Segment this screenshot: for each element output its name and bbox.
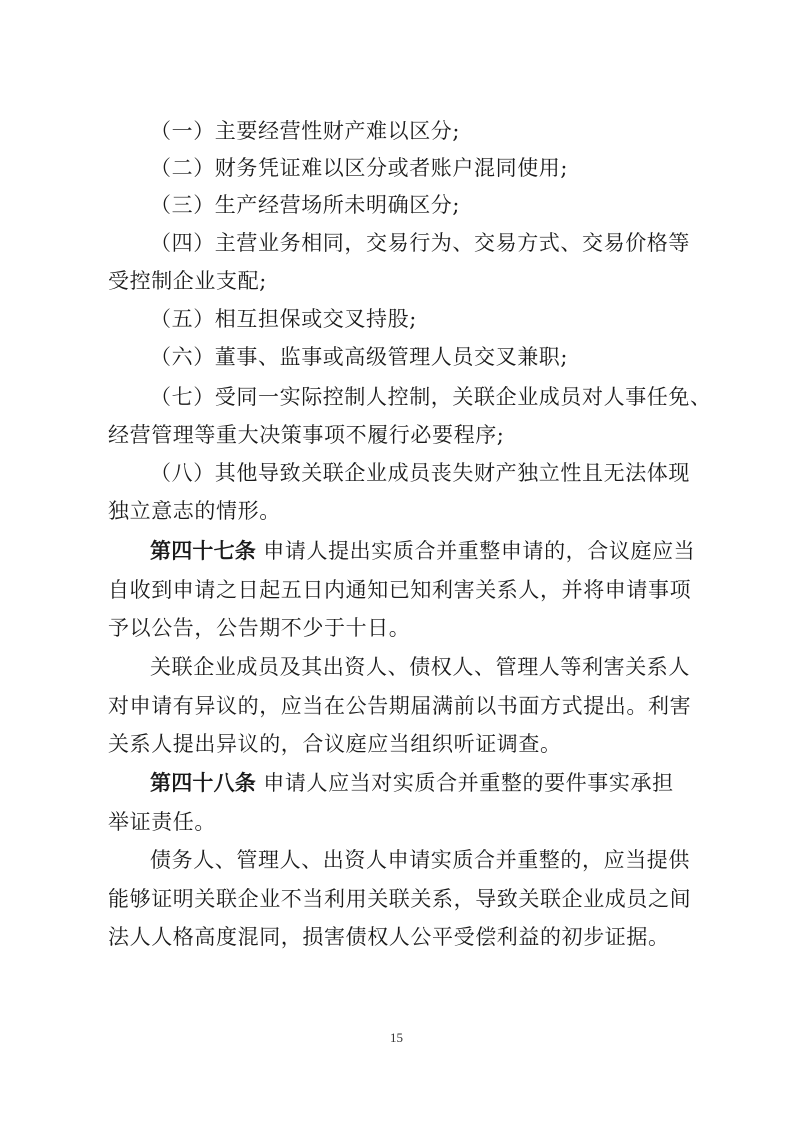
article-48-line-2: 举证责任。: [108, 810, 216, 834]
list-item-4-line-1: （四）主营业务相同，交易行为、交易方式、交易价格等: [150, 231, 690, 255]
article-47-line-3: 予以公告，公告期不少于十日。: [108, 616, 411, 640]
article-48-para2-line-2: 能够证明关联企业不当利用关联关系，导致关联企业成员之间: [108, 887, 692, 911]
list-item-3: （三）生产经营场所未明确区分;: [150, 193, 461, 217]
article-47-line-1: [150, 536, 698, 566]
article-47-text-1: 申请人提出实质合并重整申请的，合议庭应当: [263, 539, 696, 563]
list-item-8-line-1: （八）其他导致关联企业成员丧失财产独立性且无法体现: [150, 461, 690, 485]
article-48-para2-line-1: 债务人、管理人、出资人申请实质合并重整的，应当提供: [150, 848, 690, 872]
article-48-heading: 第四十八条: [150, 771, 256, 795]
article-48-line-1: [150, 768, 698, 798]
article-47-para2-line-1: 关联企业成员及其出资人、债权人、管理人等利害关系人: [150, 655, 690, 679]
list-item-4-line-2: 受控制企业支配;: [108, 269, 267, 293]
article-48-text-1: 申请人应当对实质合并重整的要件事实承担: [263, 771, 674, 795]
list-item-7-line-2: 经营管理等重大决策事项不履行必要程序;: [108, 423, 505, 447]
list-item-5: （五）相互担保或交叉持股;: [150, 307, 417, 331]
list-item-7-line-1: （七）受同一实际控制人控制，关联企业成员对人事任免、: [150, 385, 712, 409]
article-47-para2-line-2: 对申请有异议的，应当在公告期届满前以书面方式提出。利害: [108, 694, 692, 718]
article-47-para2-line-3: 关系人提出异议的，合议庭应当组织听证调查。: [108, 732, 562, 756]
article-47-heading: 第四十七条: [150, 539, 256, 563]
list-item-2: （二）财务凭证难以区分或者账户混同使用;: [150, 156, 569, 180]
page-number: 15: [390, 1030, 403, 1045]
article-47-line-2: 自收到申请之日起五日内通知已知利害关系人，并将申请事项: [108, 578, 692, 602]
list-item-6: （六）董事、监事或高级管理人员交叉兼职;: [150, 345, 569, 369]
article-48-para2-line-3: 法人人格高度混同，损害债权人公平受偿利益的初步证据。: [108, 925, 670, 949]
list-item-8-line-2: 独立意志的情形。: [108, 499, 281, 523]
list-item-1: （一）主要经营性财产难以区分;: [150, 119, 461, 143]
